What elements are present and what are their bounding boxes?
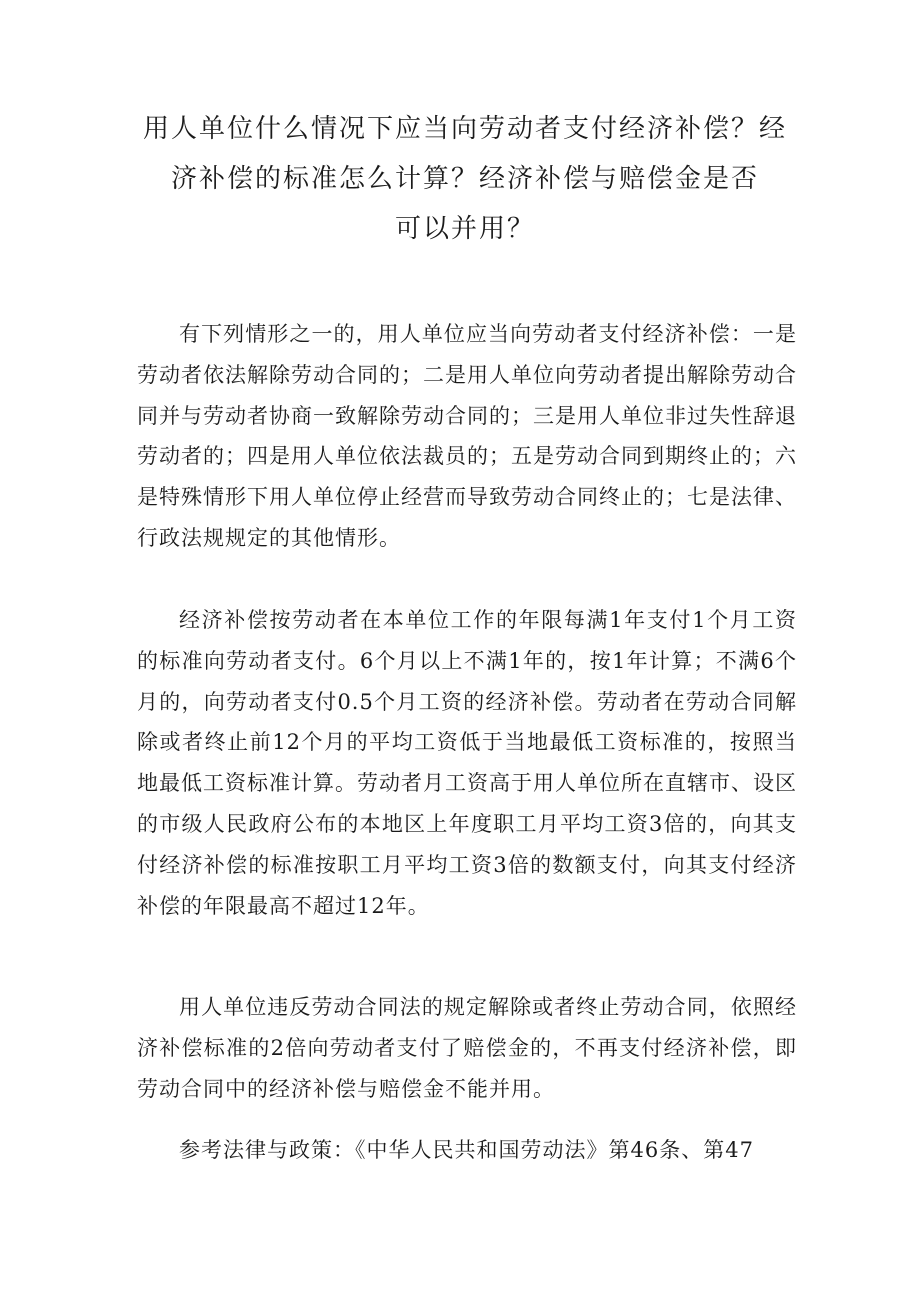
paragraph-compensation-cases: 有下列情形之一的，用人单位应当向劳动者支付经济补偿：一是劳动者依法解除劳动合同的；二是用人单位向劳动者提出解除劳动合同并与劳动者协商一致解除劳动合同的；三是用人单位非过失性辞退劳动者的；四是用人单位依法裁员的；五是劳动合同到期终止的；六是特殊情形下用人单位停止经营而导致劳动合同终止的；七是法律、行政法规规定的其他情形。 (137, 322, 797, 550)
paragraph-legal-reference: 参考法律与政策：《中华人民共和国劳动法》第46条、第47 (179, 1138, 754, 1162)
paragraph-compensation-standard: 经济补偿按劳动者在本单位工作的年限每满1年支付1个月工资的标准向劳动者支付。6个月以上不满1年的，按1年计算；不满6个月的，向劳动者支付0.5个月工资的经济补偿。劳动者在劳动合同解除或者终止前12个月的平均工资低于当地最低工资标准的，按照当地最低工资标准计算。劳动者月工资高于用人单位所在直辖市、设区的市级人民政府公布的本地区上年度职工月平均工资3倍的，向其支付经济补偿的标准按职工月平均工资3倍的数额支付，向其支付经济补偿的年限最高不超过12年。 (137, 608, 797, 918)
paragraph-compensation-vs-damages: 用人单位违反劳动合同法的规定解除或者终止劳动合同，依照经济补偿标准的2倍向劳动者支付了赔偿金的，不再支付经济补偿，即劳动合同中的经济补偿与赔偿金不能并用。 (137, 995, 797, 1101)
document-title (120, 104, 810, 254)
title-line-3: 可以并用？ (394, 214, 535, 244)
title-line-1: 用人单位什么情况下应当向劳动者支付经济补偿？经 (142, 114, 787, 144)
title-line-2: 济补偿的标准怎么计算？经济补偿与赔偿金是否 (170, 164, 759, 194)
